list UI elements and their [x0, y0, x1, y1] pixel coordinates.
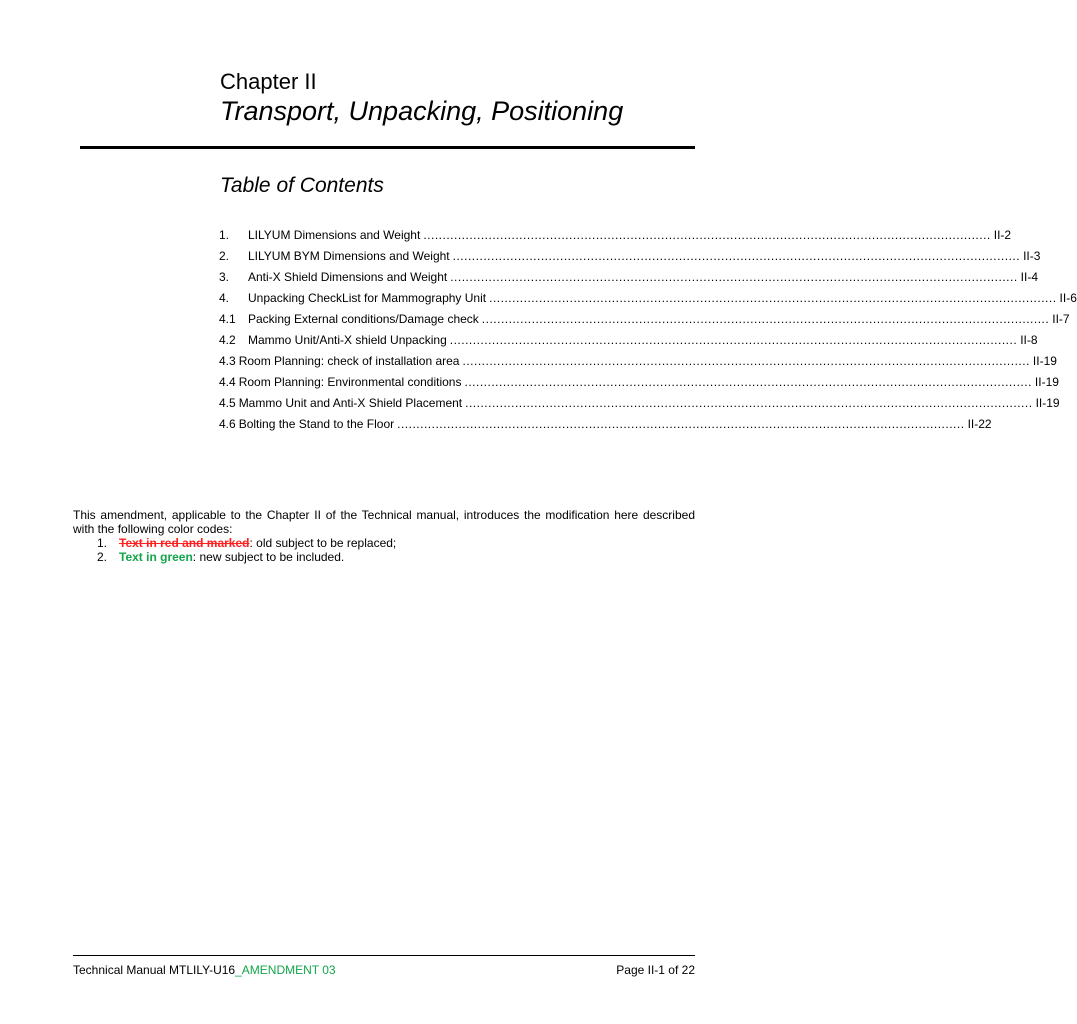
footer-divider: [73, 955, 695, 956]
toc-dot-leader: ....................................................................................................................................................: [452, 249, 1021, 263]
toc-entry-page: II-8: [1020, 333, 1038, 347]
list-item: [73, 550, 695, 564]
footer-amendment: _AMENDMENT 03: [235, 963, 336, 977]
toc-entry-title: LILYUM BYM Dimensions and Weight: [248, 249, 450, 263]
toc-entry[interactable]: [219, 330, 1038, 351]
table-of-contents: [219, 225, 1077, 435]
toc-entry-number: 1.: [219, 228, 230, 242]
toc-heading: Table of Contents: [220, 174, 384, 197]
toc-dot-leader: ....................................................................................................................................................: [489, 291, 1057, 305]
toc-entry-number: 4.2: [219, 333, 236, 347]
toc-entry[interactable]: [219, 351, 1057, 372]
toc-entry-number: 3.: [219, 270, 230, 284]
toc-entry-page: II-3: [1023, 249, 1041, 263]
toc-entry-title: Bolting the Stand to the Floor: [238, 417, 395, 431]
toc-entry-title: Room Planning: Environmental conditions: [238, 375, 462, 389]
toc-dot-leader: ....................................................................................................................................................: [464, 375, 1032, 389]
code-number: 2.: [97, 550, 108, 564]
toc-entry-title: Mammo Unit and Anti-X Shield Placement: [238, 396, 463, 410]
toc-entry-page: II-7: [1052, 312, 1070, 326]
title-divider: [80, 146, 695, 149]
toc-dot-leader: ....................................................................................................................................................: [462, 354, 1030, 368]
red-sample-text: Text in red and marked: [119, 536, 250, 550]
green-sample-text: Text in green: [119, 550, 193, 564]
chapter-label: Chapter II: [220, 69, 317, 94]
toc-entry-number: 4.1: [219, 312, 236, 326]
toc-entry[interactable]: [219, 414, 992, 435]
toc-entry-number: 4.: [219, 291, 230, 305]
list-item: [73, 536, 695, 550]
toc-entry-page: II-19: [1035, 396, 1060, 410]
toc-dot-leader: ....................................................................................................................................................: [450, 270, 1018, 284]
toc-entry-page: II-6: [1059, 291, 1077, 305]
toc-entry[interactable]: [219, 267, 1038, 288]
toc-dot-leader: ....................................................................................................................................................: [423, 228, 991, 242]
footer-page-number: Page II-1 of 22: [616, 963, 695, 977]
toc-entry-number: 4.6: [219, 417, 236, 431]
toc-entry[interactable]: [219, 288, 1077, 309]
toc-entry-page: II-22: [967, 417, 992, 431]
amendment-intro: This amendment, applicable to the Chapter II of the Technical manual, introduces the modification here described with the following color codes:: [73, 508, 695, 536]
toc-entry[interactable]: [219, 393, 1060, 414]
toc-dot-leader: ....................................................................................................................................................: [449, 333, 1018, 347]
toc-dot-leader: ....................................................................................................................................................: [481, 312, 1050, 326]
code-description: : new subject to be included.: [192, 550, 345, 564]
toc-entry-number: 4.5: [219, 396, 236, 410]
footer-manual-id: [73, 962, 336, 978]
color-code-list: [73, 536, 695, 564]
toc-entry-title: LILYUM Dimensions and Weight: [248, 228, 421, 242]
toc-dot-leader: ....................................................................................................................................................: [465, 396, 1033, 410]
toc-entry[interactable]: [219, 246, 1041, 267]
chapter-title: Transport, Unpacking, Positioning: [220, 96, 624, 126]
toc-entry-page: II-19: [1032, 354, 1057, 368]
code-number: 1.: [97, 536, 108, 550]
toc-entry-title: Anti-X Shield Dimensions and Weight: [248, 270, 448, 284]
toc-dot-leader: ....................................................................................................................................................: [397, 417, 965, 431]
toc-entry-title: Room Planning: check of installation area: [238, 354, 460, 368]
footer-manual-name: Technical Manual MTLILY-U16: [73, 963, 236, 977]
toc-entry-number: 4.3: [219, 354, 236, 368]
toc-entry-title: Mammo Unit/Anti-X shield Unpacking: [248, 333, 447, 347]
code-description: : old subject to be replaced;: [249, 536, 397, 550]
toc-entry-title: Unpacking CheckList for Mammography Unit: [248, 291, 487, 305]
toc-entry-number: 2.: [219, 249, 230, 263]
toc-entry[interactable]: [219, 225, 1012, 246]
toc-entry[interactable]: [219, 372, 1059, 393]
toc-entry-number: 4.4: [219, 375, 236, 389]
toc-entry-page: II-4: [1020, 270, 1038, 284]
toc-entry[interactable]: [219, 309, 1070, 330]
toc-entry-page: II-2: [993, 228, 1012, 242]
toc-entry-title: Packing External conditions/Damage check: [248, 312, 479, 326]
toc-entry-page: II-19: [1034, 375, 1059, 389]
